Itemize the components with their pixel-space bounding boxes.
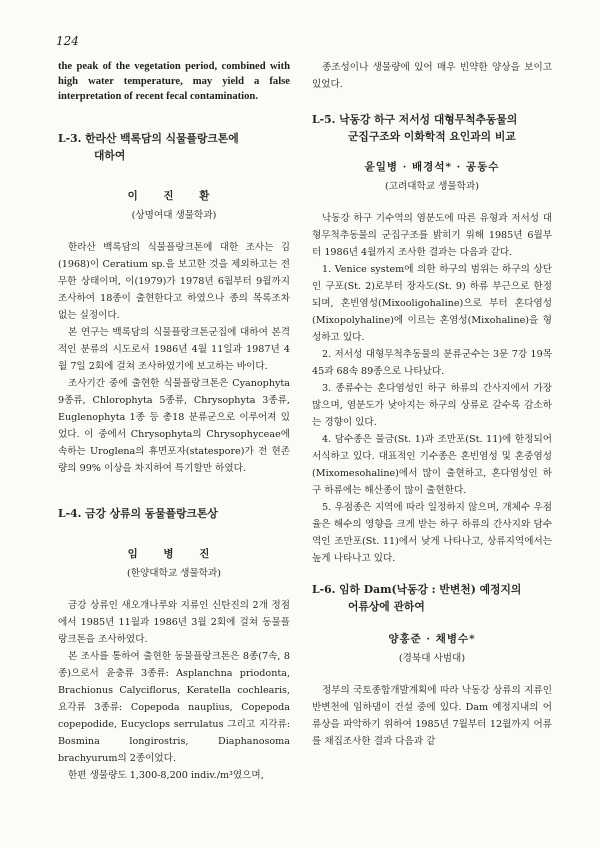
section-l5-author: 윤일병 · 배경석* · 공동수: [364, 161, 500, 173]
section-l3-title: [58, 130, 290, 164]
intro-english-text: the peak of the vegetation period, combined with high water temperature, may yield a false interpretation of recent fecal contamination.: [58, 61, 290, 102]
section-l4-paragraph: 한편 생물량도 1,300-8,200 indiv./m³였으며,: [68, 770, 264, 781]
right-column: [312, 59, 552, 750]
section-l4-number: L-4.: [58, 507, 82, 520]
section-l3-affiliation: (상명여대 생물학과): [131, 210, 217, 221]
section-l4-title: [58, 505, 290, 522]
section-l4-affiliation: (한양대학교 생물학과): [127, 568, 221, 579]
section-l5-title: [312, 111, 552, 145]
left-column: [58, 59, 290, 784]
section-l5-number: L-5.: [312, 113, 336, 126]
section-l5-paragraph: 4. 담수종은 물금(St. 1)과 조만포(St. 11)에 한정되어 서식하고 있다. 대표적인 기수종은 혼빈염성 및 혼중염성(Mixomesohaline)에서 많이 출현하고, 혼다염성인 하구 하류에는 해산종이 많이 출현한다.: [312, 434, 552, 496]
section-l6-paragraph: 정부의 국토종합개발계획에 따라 낙동강 상류의 지류인 반변천에 임하댐이 건설 중에 있다. Dam 예정지내의 어류상을 파악하기 위하여 1985년 7월부터 12월까지 어류를 채집조사한 결과 다음과 같: [312, 685, 552, 747]
section-l4-paragraph: 본 조사를 통하여 출현한 동물플랑크톤은 8종(7속, 8종)으로서 윤충류 3종류: Asplanchna priodonta, Brachionus Calyciflorus, Keratella cochlearis, 요각류 3종류: Copepoda nauplius, Copepoda copepodide, Eucyclops serrulatus 그리고 지각류: Bosmina longirostris, Diaphanosoma brachyurum의 2종이었다.: [58, 651, 290, 764]
section-l4-paragraph: 금강 상류인 새오개나루와 지류인 신탄진의 2개 정점에서 1985년 11월과 1986년 3월 2회에 걸쳐 동물플랑크톤을 조사하였다.: [58, 600, 290, 645]
continued-paragraph: 종조성이나 생물량에 있어 매우 빈약한 양상을 보이고 있었다.: [312, 62, 552, 90]
section-l5-paragraph: 1. Venice system에 의한 하구의 범위는 하구의 상단인 구포(St. 2)로부터 장자도(St. 9) 하류 부근으로 한정되며, 혼빈염성(Mixooligohaline)으로 부터 혼다염성(Mixopolyhaline)에 이르는 혼염성(Mixohaline)을 형성하고 있다.: [312, 264, 552, 343]
section-l3-paragraph: 조사기간 중에 출현한 식물플랑크톤은 Cyanophyta 9종류, Chlorophyta 5종류, Chrysophyta 3종류, Euglenophyta 1종 등 총18 분류군으로 이루어져 있었다. 이 중에서 Chrysophyta의 Chrysophyceae에 속하는 Uroglena의 휴면포자(statespore)가 전 현존량의 99% 이상을 차지하여 특기할만 하였다.: [58, 378, 290, 474]
section-l3-title-line2: 대하여: [94, 149, 126, 162]
section-l3-number: L-3.: [58, 132, 82, 145]
section-l5-paragraph: 2. 저서성 대형무척추동물의 분류군수는 3문 7강 19목 45과 68속 89종으로 나타났다.: [312, 349, 552, 377]
section-l5-title-line2: 군집구조와 이화학적 요인과의 비교: [348, 130, 516, 143]
section-l6-title: [312, 581, 552, 615]
section-l6-affiliation: (경북대 사범대): [398, 653, 466, 664]
section-l5-paragraph: 3. 종류수는 혼다염성인 하구 하류의 간사지에서 가장 많으며, 염분도가 낮아지는 하구의 상류로 갈수록 감소하는 경향이 있다.: [312, 383, 552, 428]
section-l3-author: 이 진 환: [127, 190, 221, 202]
section-l6-author: 양홍준 · 채병수*: [388, 633, 476, 645]
section-l3-paragraph: 본 연구는 백록담의 식물플랑크톤군집에 대하여 본격적인 분류의 시도로서 1986년 4월 11일과 1987년 4월 7일 2회에 걸쳐 조사하였기에 보고하는 바이다.: [58, 327, 290, 372]
section-l3-title-line1: 한라산 백록담의 식물플랑크톤에: [85, 132, 239, 145]
page-number: 124: [56, 34, 79, 48]
section-l6-title-line2: 어류상에 관하여: [348, 600, 425, 613]
section-l4-title-text: 금강 상류의 동물플랑크톤상: [85, 507, 218, 520]
section-l6-title-line1: 임하 Dam(낙동강 : 반변천) 예정지의: [339, 583, 522, 596]
section-l6-number: L-6.: [312, 583, 336, 596]
section-l5-title-line1: 낙동강 하구 저서성 대형무척추동물의: [339, 113, 518, 126]
section-l5-paragraph: 낙동강 하구 기수역의 염분도에 따른 유형과 저서성 대형무척추동물의 군집구조를 밝히기 위해 1985년 6월부터 1986년 4월까지 조사한 결과는 다음과 같다.: [312, 213, 552, 258]
section-l5-affiliation: (고려대학교 생물학과): [385, 181, 479, 192]
section-l4-author: 임 병 진: [127, 548, 221, 560]
section-l5-paragraph: 5. 우점종은 지역에 따라 일정하지 않으며, 개체수 우점율은 해수의 영향을 크게 받는 하구 하류의 간사지와 담수역인 조만포(St. 11)에서 낮게 나타나고, 상류지역에서는 높게 나타나고 있다.: [312, 502, 552, 564]
section-l3-paragraph: 한라산 백록담의 식물플랑크톤에 대한 조사는 김(1968)이 Ceratium sp.을 보고한 것을 제외하고는 전무한 상태이며, 이(1979)가 1978년 6월부터 9월까지 조사하여 18종이 출현한다고 하였으나 종의 목록조차 없는 실정이다.: [58, 242, 290, 321]
